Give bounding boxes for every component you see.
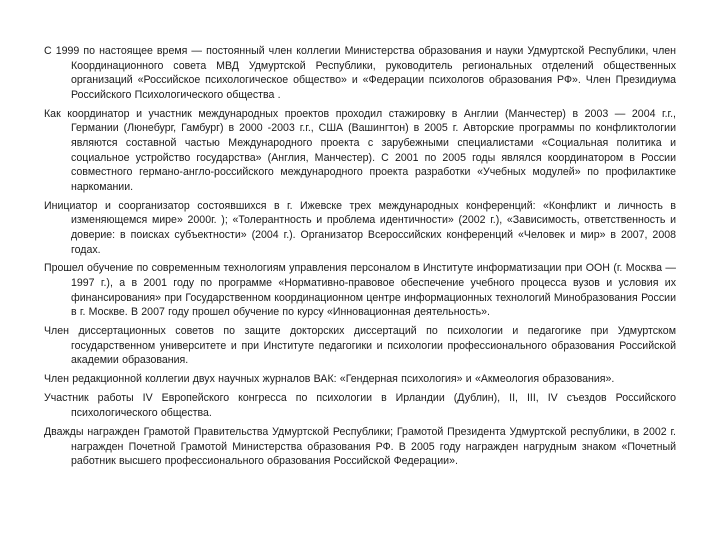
paragraph-international-projects: Как координатор и участник международных проектов проходил стажировку в Англии (Манчестер) в 2003 — 2004 г.г., Германии (Люнебург, Гамбург) в 2000 -2003 г.г., США (Вашингтон) в 2005 г. Авторские программы по конфликтологии являются составной частью Международного проекта с зарубежными специалистами «Социальная политика и социальное устройство государства» (Англия, Манчестер). С 2001 по 2005 годы являлся координатором в России совместного германо-англо-российского международного проекта разработки «Учебных модулей» по профилактике наркомании. bbox=[44, 107, 676, 193]
paragraph-dissertation-councils: Член диссертационных советов по защите докторских диссертаций по психологии и педагогике при Удмуртском государственном университете и при Институте педагогики и психологии профессионального образования Российской академии образования. bbox=[44, 325, 676, 367]
paragraph-congress-participation: Участник работы IV Европейского конгресса по психологии в Ирландии (Дублин), II, III, IV съездов Российского психологического общества. bbox=[44, 392, 676, 419]
paragraph-ministry-membership: С 1999 по настоящее время — постоянный член коллегии Министерства образования и науки Удмуртской Республики, член Координационного совета МВД Удмуртской Республики, руководитель региональных отделений общественных организаций «Российское психологическое общество» и «Федерации психологов образования РФ». Член Президиума Российского Психологического общества . bbox=[44, 45, 676, 101]
paragraph-awards: Дважды награжден Грамотой Правительства Удмуртской Республики; Грамотой Президента Удмуртской республики, в 2002 г. награжден Почетной Грамотой Министерства образования РФ. В 2005 году награжден нагрудным знаком «Почетный работник высшего профессионального образования Российской Федерации». bbox=[44, 425, 676, 468]
paragraph-editorial-board: Член редакционной коллегии двух научных журналов ВАК: «Гендерная психология» и «Акмеология образования». bbox=[44, 373, 615, 386]
biography-text bbox=[44, 44, 676, 473]
paragraph-training: Прошел обучение по современным технологиям управления персоналом в Институте информатизации при ООН (г. Москва — 1997 г.), а в 2001 году по программе «Нормативно-правовое обеспечение учебного процесса вузов и условия их финансирования» при Государственном координационном центре информационных технологий Минобразования России в г. Москве. В 2007 году прошел обучение по курсу «Инновационная деятельность». bbox=[44, 262, 676, 319]
paragraph-conferences: Инициатор и соорганизатор состоявшихся в г. Ижевске трех международных конференций: «Конфликт и личность в изменяющемся мире» 2000г. ); «Толерантность и проблема идентичности» (2002 г.), «Зависимость, ответственность и доверие: в поисках субъектности» (2004 г.). Организатор Всероссийских конференций «Человек и мир» в 2007, 2008 годах. bbox=[44, 199, 676, 256]
